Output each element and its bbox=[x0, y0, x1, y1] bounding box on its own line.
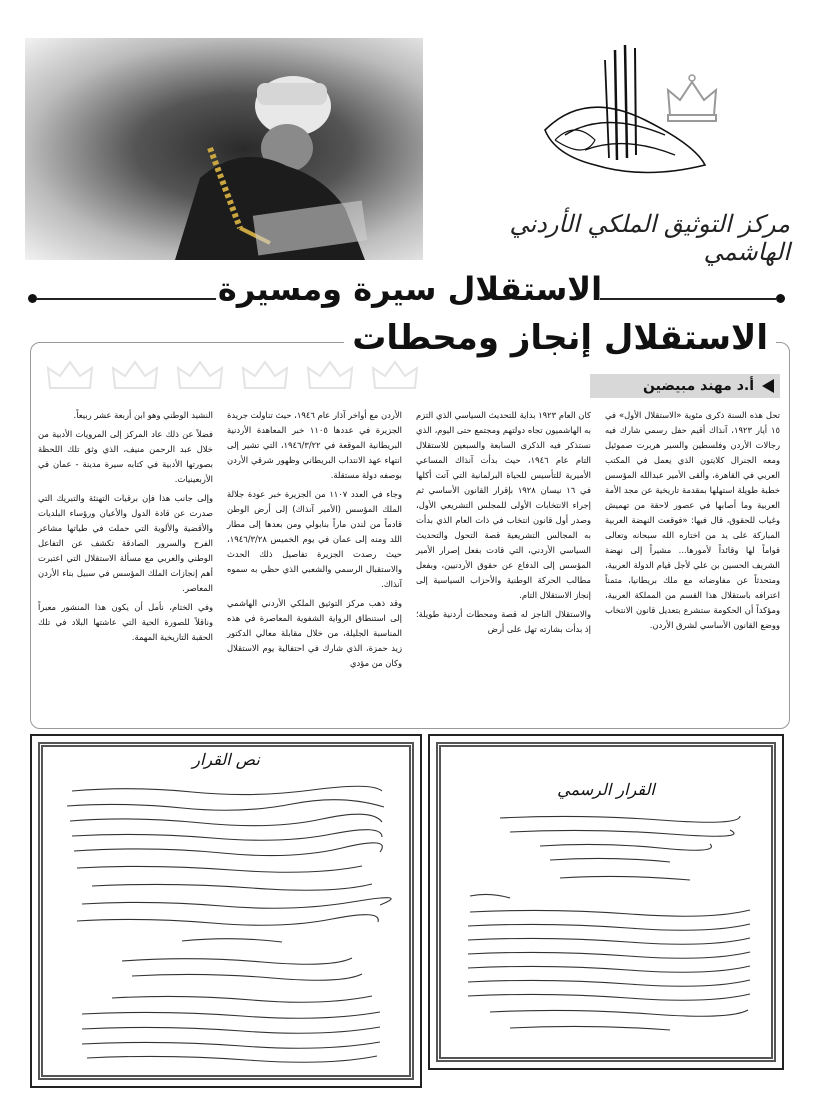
king-signing-photo bbox=[25, 38, 423, 260]
paragraph: وقد ذهب مركز التوثيق الملكي الأردني الهاشمي إلى استنطاق الرواية الشفوية المعاصرة في هذه المناسبة الجليلة، من خلال مقابلة معالي الدكتور زيد حمزة، الذي شارك في احتفالية يوم الاستقلال وكان من مؤدي bbox=[227, 598, 402, 668]
paragraph: وإلى جانب هذا فإن برقيات التهنئة والتبريك التي صدرت عن قادة الدول والأعيان ورؤساء البلديات والأقضية والألوية التي حملت في طياتها مشاعر الفرح والسرور الصادقة تكشف عن التفاعل الوطني والعربي مع مسألة الاستقلال التي اعتبرت أهم إنجازات الملك المؤسس في سبيل بناء الأردن المعاصر. bbox=[38, 493, 213, 593]
handwritten-text bbox=[32, 736, 420, 1086]
paragraph: وفي الختام، نأمل أن يكون هذا المنشور معبراً وناقلاً للصورة الحية التي عاشتها البلاد في تلك الحقبة التاريخية المهمة. bbox=[38, 602, 213, 642]
crown-icon bbox=[662, 70, 722, 125]
document-title: نص القرار bbox=[192, 750, 260, 769]
article-column-4 bbox=[34, 408, 217, 724]
paragraph: تحل هذه السنة ذكرى مئوية «الاستقلال الأول» في ١٥ أيار ١٩٢٣، آنذاك أقيم حفل رسمي شارك فيه رجالات الأردن وفلسطين والسير هربرت صموئيل ومعه الجنرال كلايتون الذي يعمل في المكتب العربي في القاهرة، وألقى الأمير عبدالله المؤسس خطبة طويلة استهلها بمقدمة تاريخية عن مجد الأمة العربية وما أصابها في عصور لاحقة من تهميش وغياب للحقوق، قال فيها: «فوقعت النهضة العربية المباركة على يد من اختاره الله سبحانه وتعالى قواماً لها وقائداً لأمورها... مشيراً إلى نهضة الشريف الحسين بن علي لأجل قيام الدولة العربية، ومتحدثاً عن مفاوضاته مع ملك بريطانيا، متمناً اعترافه باستقلال هذا القسم من المملكة العربية، ومؤكداً أن الحكومة ستشرع بتعديل قانون الانتخاب ووضع القانون الأساسي لشرق الأردن. bbox=[605, 410, 780, 630]
handwritten-text bbox=[430, 736, 782, 1068]
faint-crowns-decoration bbox=[40, 356, 420, 392]
paragraph: الأردن مع أواخر آذار عام ١٩٤٦، حيث تناولت جريدة الجزيرة في عددها ١١٠٥ خبر المعاهدة الأردنية البريطانية الموقعة في ١٩٤٦/٣/٢٢، التي تشير إلى انتهاء عهد الانتداب البريطاني وظهور شرقي الأردن بوصفه دولة مستقلة. bbox=[227, 410, 402, 480]
historic-document-left bbox=[30, 734, 422, 1088]
article-column-2 bbox=[412, 408, 595, 724]
paragraph: وجاء في العدد ١١٠٧ من الجزيرة خبر عودة جلالة الملك المؤسس (الأمير آنذاك) إلى أرض الوطن قادماً من لندن ماراً بنابولي ومن بعدها إلى مطار اللد ومنه إلى عمان في يوم الخميس ١٩٤٦/٣/٢٨، حيث رصدت الجزيرة تفاصيل ذلك الحدث والاستقبال الرسمي والشعبي الذي حظي به سموه آنذاك. bbox=[227, 489, 402, 589]
paragraph: فضلاً عن ذلك عاد المركز إلى المرويات الأدبية من خلال عبد الرحمن منيف، الذي وثق تلك اللحظة بصورتها الأدبية في كتابه سيرة مدينة - عمان في الأربعينيات. bbox=[38, 429, 213, 484]
article-column-3 bbox=[223, 408, 406, 724]
author-tag bbox=[590, 374, 780, 398]
document-title: القرار الرسمي bbox=[557, 780, 655, 799]
center-name: مركز التوثيق الملكي الأردني الهاشمي bbox=[509, 210, 790, 266]
article-columns bbox=[34, 408, 784, 724]
paragraph: كان العام ١٩٢٣ بداية للتحديث السياسي الذي التزم به الهاشميون تجاه دولتهم ومجتمع حتى اليوم، الذي نستذكر فيه الذكرى السابعة والسبعين للاستقلال التام عام ١٩٤٦، حيث بدأت آنذاك المساعي الأميرية للتأسيس للحياة البرلمانية التي آتت أكلها في ١٦ نيسان ١٩٢٨ بإقرار القانون الأساسي ثم إجراء الانتخابات الأولى للمجلس التشريعي الأول، وصدر أول قانون انتخاب في ذات العام الذي بدأت به المجالس التشريعية قصة التحول والتحديث السياسي الأردني، التي قادت بفعل إصرار الأمير المؤسس إلى الدفاع عن حقوق الأردنيين، وبفعل مطالب الحركة الوطنية والأحزاب السياسية إلى إنجاز الاستقلال التام. bbox=[416, 410, 592, 600]
paragraph: النشيد الوطني وهو ابن أربعة عشر ربيعاً. bbox=[73, 410, 213, 420]
triangle-pointer-icon bbox=[762, 379, 774, 393]
header-photo bbox=[25, 38, 423, 260]
historic-document-right bbox=[428, 734, 784, 1070]
article-column-1 bbox=[601, 408, 784, 724]
sub-title: الاستقلال إنجاز ومحطات bbox=[344, 318, 776, 368]
author-name: أ.د مهند مبيضين bbox=[643, 378, 754, 394]
main-title: الاستقلال سيرة ومسيرة bbox=[217, 270, 603, 308]
paragraph: والاستقلال الناجز له قصة ومحطات أردنية طويلة؛ إذ بدأت بشارته تهل على أرض bbox=[416, 609, 591, 634]
